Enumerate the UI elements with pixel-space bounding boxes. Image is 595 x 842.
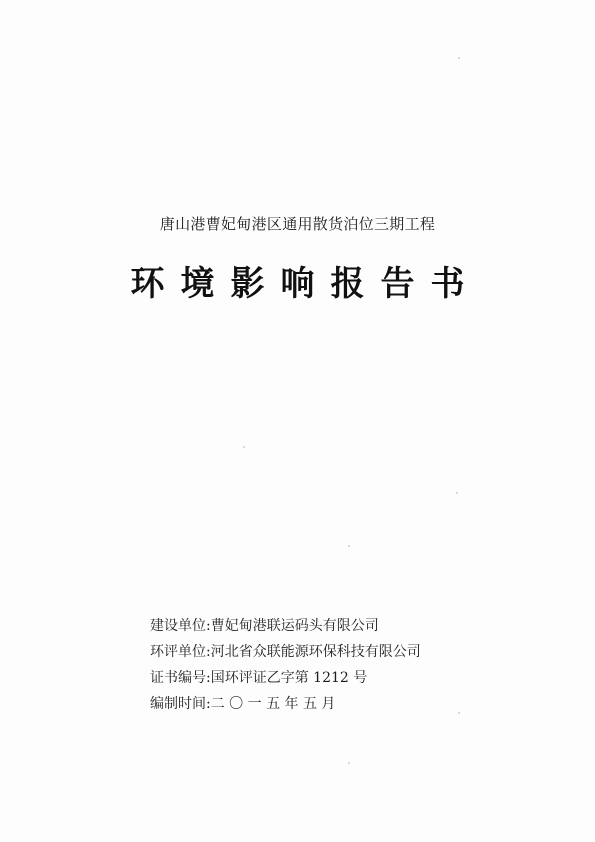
info-row-builder <box>150 613 450 639</box>
info-row-date <box>150 691 450 717</box>
scan-speck <box>458 712 460 714</box>
scan-speck <box>456 492 458 494</box>
eia-unit-value: 河北省众联能源环保科技有限公司 <box>210 644 421 660</box>
date-label: 编制时间: <box>150 696 211 712</box>
cover-info-block <box>150 613 450 717</box>
builder-value: 曹妃甸港联运码头有限公司 <box>210 618 379 634</box>
info-row-eia-unit <box>150 639 450 665</box>
scan-speck <box>348 545 350 547</box>
scan-speck <box>243 446 245 448</box>
builder-label: 建设单位: <box>150 618 211 634</box>
project-name: 唐山港曹妃甸港区通用散货泊位三期工程 <box>159 215 436 233</box>
document-title: 环境影响报告书 <box>130 264 481 304</box>
scan-speck <box>458 57 460 59</box>
certificate-label: 证书编号: <box>150 670 211 686</box>
scan-speck <box>348 762 350 764</box>
certificate-value: 国环评证乙字第 1212 号 <box>210 670 368 686</box>
info-row-certificate <box>150 665 450 691</box>
date-value: 二 〇 一 五 年 五 月 <box>210 696 336 712</box>
eia-unit-label: 环评单位: <box>150 644 211 660</box>
